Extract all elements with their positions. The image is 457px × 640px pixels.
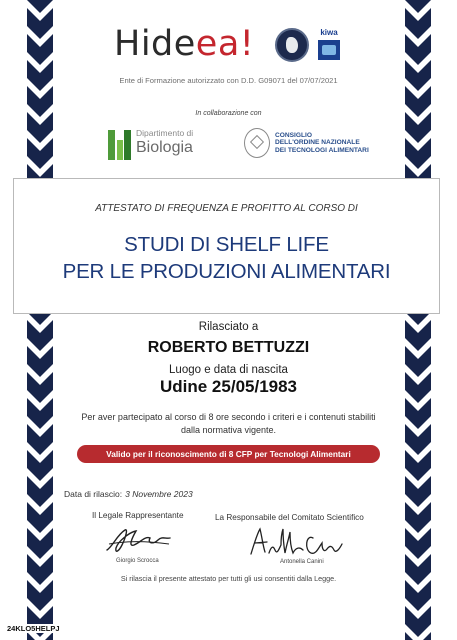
certificate-code: 24KLO5HELPJ: [7, 624, 60, 633]
kiwa-label: kiwa: [320, 28, 338, 37]
right-signature-title: La Responsabile del Comitato Scientifico: [215, 513, 364, 522]
logo-accent-text: ea!: [195, 24, 255, 64]
kiwa-logo-icon: [318, 28, 340, 62]
logo-main-text: Hide: [114, 24, 196, 64]
birth-place-date: Udine 25/05/1983: [159, 377, 298, 396]
description-line2: dalla normativa vigente.: [180, 425, 277, 435]
left-signature-icon: [103, 523, 175, 557]
consiglio-logo: [244, 128, 369, 158]
right-chevron-band: [405, 0, 431, 640]
consiglio-line2: DELL'ORDINE NAZIONALE: [275, 139, 360, 147]
description-line1: Per aver partecipato al corso di 8 ore secondo i criteri e i contenuti stabiliti: [81, 412, 376, 422]
right-signatory-name: Antonella Canini: [280, 559, 324, 565]
issue-date-label: Data di rilascio:: [64, 489, 123, 499]
biologia-dept-label: Dipartimento di: [136, 128, 194, 138]
course-title: [14, 231, 439, 285]
consiglio-line3: DEI TECNOLOGI ALIMENTARI: [275, 146, 369, 154]
republic-emblem-icon: [244, 128, 270, 158]
accredia-seal-icon: [275, 28, 309, 62]
course-title-box: [13, 178, 440, 314]
biologia-name: Biologia: [136, 139, 193, 156]
course-title-line1: STUDI DI SHELF LIFE: [124, 233, 329, 256]
hideea-logo: [114, 24, 254, 64]
consiglio-line1: CONSIGLIO: [275, 131, 312, 139]
cfp-validity-banner: Valido per il riconoscimento di 8 CFP per Tecnologi Alimentari: [77, 445, 380, 463]
issue-date: [64, 489, 193, 499]
left-signature-title: Il Legale Rappresentante: [92, 511, 184, 520]
collaboration-label: In collaborazione con: [195, 110, 262, 117]
issue-date-value: 3 Novembre 2023: [125, 489, 193, 499]
course-description: [0, 411, 457, 437]
ente-authorization: Ente di Formazione autorizzato con D.D. G09071 del 07/07/2021: [119, 76, 338, 85]
right-signature-icon: [245, 526, 345, 558]
biologia-mark-icon: [108, 130, 132, 160]
left-signatory-name: Giorgio Scrocca: [116, 558, 159, 564]
biologia-logo: [108, 128, 193, 160]
recipient-name: ROBERTO BETTUZZI: [147, 339, 310, 356]
legal-footer-note: Si rilascia il presente attestato per tutti gli usi consentiti dalla Legge.: [120, 574, 337, 583]
course-title-line2: PER LE PRODUZIONI ALIMENTARI: [62, 260, 391, 283]
left-chevron-band: [27, 0, 53, 640]
birth-label: Luogo e data di nascita: [169, 364, 288, 376]
issued-to-label: Rilasciato a: [198, 321, 259, 333]
attestato-heading: ATTESTATO DI FREQUENZA E PROFITTO AL CORSO DI: [95, 203, 358, 214]
